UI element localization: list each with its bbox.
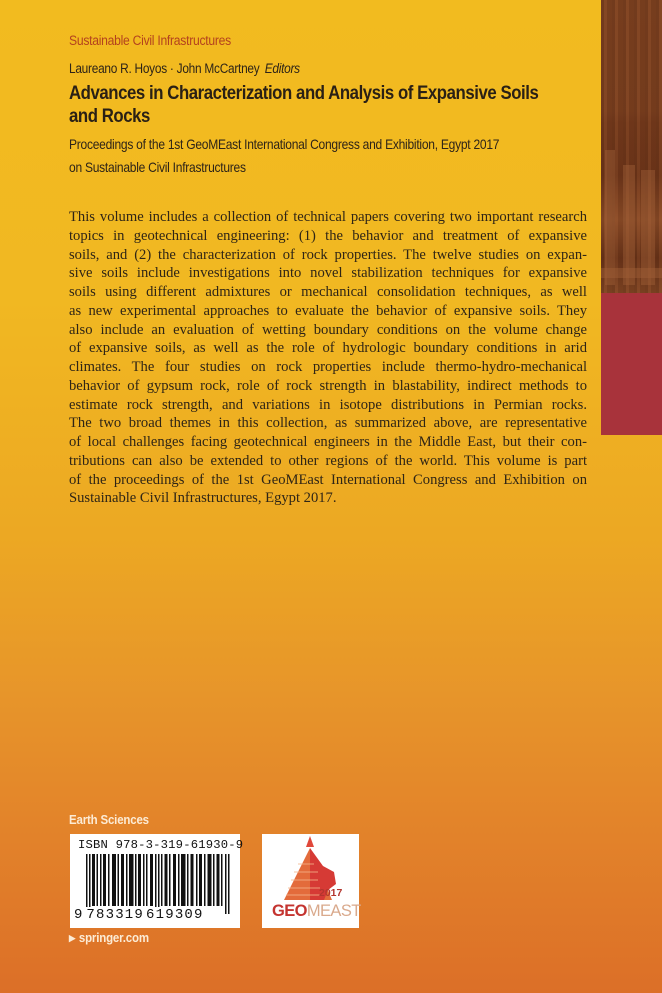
barcode-group-2: 619309 <box>146 907 204 923</box>
blurb-line: of local challenges facing geotechnical engineers in the Middle East, but their con- <box>69 434 587 450</box>
blurb-line: of expansive soils, as well as the role of hydrologic boundary conditions in arid <box>69 340 587 357</box>
blurb-line: of the proceedings of the 1st GeoMEast International Congress and Exhibition on <box>69 471 587 488</box>
blurb-line: also include an evaluation of wetting boundary conditions on the volume change <box>69 321 587 338</box>
blurb-line: estimate rock strength, and variations in isotope distributions in Permian rocks. <box>69 396 587 413</box>
logo-word-geo: GEO <box>272 902 307 920</box>
cityscape-photo <box>601 0 662 293</box>
subtitle-line: on Sustainable Civil Infrastructures <box>69 159 246 175</box>
blurb-line: soils using different admixtures or mechanical consolidation techniques, as well <box>69 284 587 300</box>
editors-role: Editors <box>264 61 300 76</box>
pyramid-sphinx-icon <box>262 834 359 904</box>
book-title <box>69 82 585 128</box>
logo-wordmark <box>272 902 361 921</box>
blurb-line: The two broad themes in this collection, as summarized above, are representative <box>69 415 587 432</box>
blurb-line: tributions can also be extended to other regions of the world. This volume is part <box>69 452 587 469</box>
cover-image-strip <box>601 0 662 435</box>
blurb-line: Sustainable Civil Infrastructures, Egypt 2017. <box>69 490 337 507</box>
geomeast-logo <box>262 834 359 928</box>
barcode-digits <box>74 907 205 923</box>
proceedings-subtitle <box>69 133 551 179</box>
blurb-line: soils, and (2) the characterization of rock properties. The twelve studies on expan- <box>69 246 587 263</box>
series-name: Sustainable Civil Infrastructures <box>69 33 231 48</box>
subtitle-line: Proceedings of the 1st GeoMEast International Congress and Exhibition, Egypt 2017 <box>69 136 500 152</box>
isbn-barcode <box>70 834 244 928</box>
barcode-first-digit: 9 <box>74 907 83 923</box>
barcode-icon <box>86 854 232 914</box>
color-band <box>601 293 662 435</box>
blurb-line: climates. The four studies on rock properties include thermo-hydro-mechanical <box>69 359 587 375</box>
blurb-line: sive soils include investigations into novel stabilization techniques for expansive <box>69 265 587 282</box>
title-line: Advances in Characterization and Analysis of Expansive Soils <box>69 82 539 104</box>
subject-label: Earth Sciences <box>69 813 149 827</box>
publisher-url: springer.com <box>78 931 149 945</box>
publisher-link[interactable] <box>69 931 149 945</box>
logo-year: 2017 <box>319 887 343 899</box>
blurb-line: topics in geotechnical engineering: (1) the behavior and treatment of expansive <box>69 227 587 244</box>
editor-names: Laureano R. Hoyos · John McCartney <box>69 61 260 76</box>
logo-word-meast: MEAST <box>306 902 361 920</box>
barcode-group-1: 783319 <box>86 907 145 923</box>
editors <box>69 61 300 76</box>
title-line: and Rocks <box>69 105 150 127</box>
blurb-line: as new experimental approaches to evaluate the behavior of expansive soils. They <box>69 302 587 319</box>
play-arrow-icon: ▶ <box>69 933 76 943</box>
blurb-line: This volume includes a collection of technical papers covering two important research <box>69 209 587 225</box>
blurb-text <box>69 208 587 508</box>
blurb-line: behavior of gypsum rock, role of rock strength in blastability, indirect methods to <box>69 377 587 394</box>
isbn-text: ISBN 978-3-319-61930-9 <box>78 838 244 852</box>
